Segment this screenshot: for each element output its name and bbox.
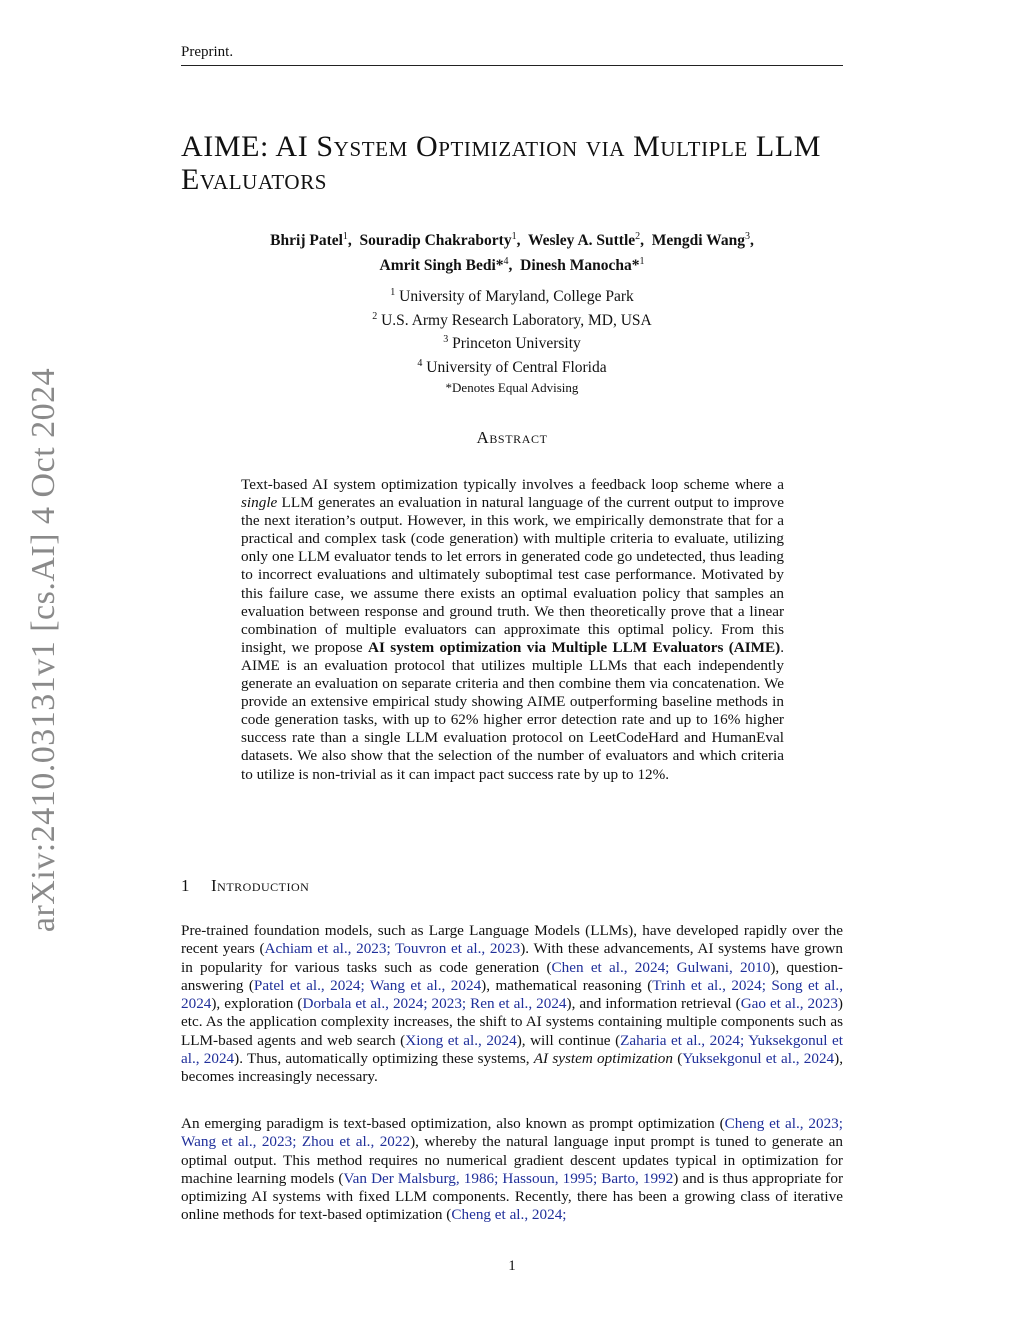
section-number: 1 bbox=[181, 876, 190, 895]
running-header: Preprint. bbox=[181, 44, 234, 60]
citation-link[interactable]: Van Der Malsburg, 1986; Hassoun, 1995; Barto, 1992 bbox=[343, 1169, 674, 1187]
citation-link[interactable]: Achiam et al., 2023; Touvron et al., 2023 bbox=[264, 940, 521, 958]
citation-link[interactable]: Gao et al., 2023 bbox=[740, 995, 838, 1013]
affiliation: $^3$ Princeton University bbox=[443, 334, 581, 353]
arxiv-stamp: arXiv:2410.03131v1 [cs.AI] 4 Oct 2024 bbox=[25, 367, 62, 933]
author: Amrit Singh Bedi*$^4$ bbox=[379, 256, 509, 275]
section-title: Introduction bbox=[211, 876, 310, 895]
author: Bhrij Patel$^1$ bbox=[270, 231, 348, 250]
affiliation: $^2$ U.S. Army Research Laboratory, MD, USA bbox=[372, 310, 652, 329]
citation-link[interactable]: Zaharia et al., 2024; Yuksekgonul et al., 2024 bbox=[181, 1031, 843, 1068]
author: Dinesh Manocha*$^1$ bbox=[520, 256, 645, 275]
abstract-heading: Abstract bbox=[476, 428, 548, 447]
citation-link[interactable]: Yuksekgonul et al., 2024 bbox=[682, 1050, 835, 1068]
affiliation: $^1$ University of Maryland, College Park bbox=[390, 287, 634, 306]
header-rule bbox=[181, 65, 843, 66]
author-list: Bhrij Patel$^1$, Souradip Chakraborty$^1$, Wesley A. Suttle$^2$, Mengdi Wang$^3$, Amrit Singh Bedi*$^4$, Dinesh Manocha*$^1$ bbox=[270, 231, 754, 275]
equal-advising-note: *Denotes Equal Advising bbox=[445, 379, 579, 395]
paper-title: AIME: AI System Optimization via Multiple LLM Evaluators bbox=[181, 130, 822, 196]
citation-link[interactable]: Trinh et al., 2024; Song et al., 2024 bbox=[181, 976, 843, 1013]
citation-link[interactable]: Patel et al., 2024; Wang et al., 2024 bbox=[253, 976, 482, 994]
section-heading bbox=[181, 876, 309, 896]
citation-link[interactable]: Cheng et al., 2023; Wang et al., 2023; Zhou et al., 2022 bbox=[181, 1115, 843, 1151]
author: Wesley A. Suttle$^2$ bbox=[527, 231, 641, 250]
page-number: 1 bbox=[508, 1258, 516, 1274]
author: Souradip Chakraborty$^1$ bbox=[359, 231, 517, 250]
abstract-text: Text-based AI system optimization typically involves a feedback loop scheme where a single LLM generates an evaluation in natural language of the current output to improve the next iteration’s output. However, in this work, we empirically demonstrate that for a practical and complex task (code generation) with multiple criteria to evaluate, utilizing only one LLM evaluator tends to let errors in generated code go undetected, thus leading to incorrect evaluations and ultimately suboptimal test case performance. Motivated by this failure case, we assume there exists an optimal evaluation policy that samples an evaluation between response and ground truth. We then theoretically prove that a linear combination of multiple evaluators can approximate this optimal policy. From this insight, we propose AI system optimization via Multiple LLM Evaluators (AIME). AIME is an evaluation protocol that utilizes multiple LLMs that each independently generate an evaluation on separate criteria and then combine them via concatenation. We provide an extensive empirical study showing AIME outperforming baseline methods in code generation tasks, with up to 62% higher error detection rate and up to 16% higher success rate than a single LLM evaluation protocol on LeetCodeHard and HumanEval datasets. We also show that the selection of the number of evaluators and which criteria to utilize is non-trivial as it can impact pact success rate by up to 12%. bbox=[241, 476, 784, 783]
intro-paragraph-1: Pre-trained foundation models, such as Large Language Models (LLMs), have developed rapidly over the recent years (Achiam et al., 2023; Touvron et al., 2023). With these advancements, AI systems have grown in popularity for various tasks such as code generation (Chen et al., 2024; Gulwani, 2010), question-answering (Patel et al., 2024; Wang et al., 2024), mathematical reasoning (Trinh et al., 2024; Song et al., 2024), exploration (Dorbala et al., 2024; 2023; Ren et al., 2024), and information retrieval (Gao et al., 2023) etc. As the application complexity increases, the shift to AI systems containing multiple components such as LLM-based agents and web search (Xiong et al., 2024), will continue (Zaharia et al., 2024; Yuksekgonul et al., 2024). Thus, automatically optimizing these systems, AI system optimization (Yuksekgonul et al., 2024), becomes increasingly necessary. bbox=[181, 922, 843, 1086]
intro-paragraph-2: An emerging paradigm is text-based optimization, also known as prompt optimization (Cheng et al., 2023; Wang et al., 2023; Zhou et al., 2022), whereby the natural language input prompt is tuned to generate an optimal output. This method requires no numerical gradient descent updates typical in optimization for machine learning models (Van Der Malsburg, 1986; Hassoun, 1995; Barto, 1992) and is thus appropriate for optimizing AI systems with fixed LLM components. Recently, there has been a growing class of iterative online methods for text-based optimization (Cheng et al., 2024; bbox=[181, 1115, 843, 1224]
citation-link[interactable]: Chen et al., 2024; Gulwani, 2010 bbox=[551, 958, 771, 976]
citation-link[interactable]: Dorbala et al., 2024; 2023; Ren et al., 2024 bbox=[302, 995, 567, 1013]
citation-link[interactable]: Cheng et al., 2024; bbox=[451, 1206, 567, 1224]
citation-link[interactable]: Xiong et al., 2024 bbox=[405, 1031, 517, 1049]
affiliation-list bbox=[181, 283, 843, 397]
affiliation: $^4$ University of Central Florida bbox=[417, 357, 607, 377]
author: Mengdi Wang$^3$ bbox=[651, 231, 750, 250]
